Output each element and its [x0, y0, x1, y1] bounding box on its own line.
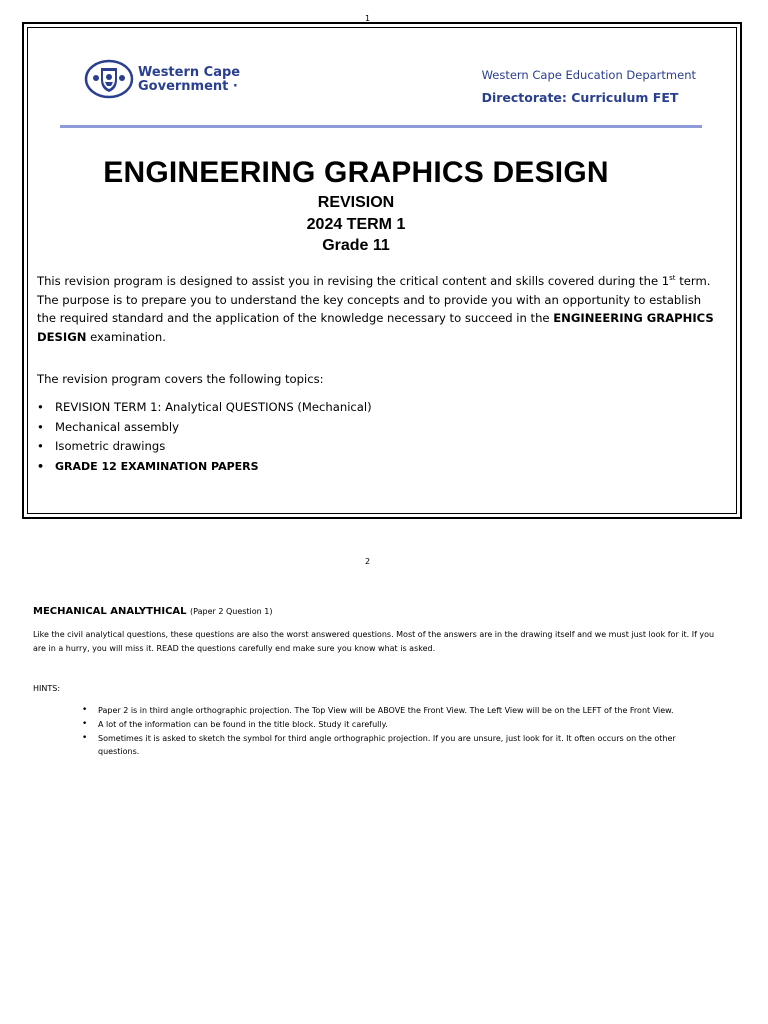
cover-frame [22, 22, 742, 519]
section-heading: MECHANICAL ANALYTHICAL (Paper 2 Question 1) [33, 606, 273, 617]
cover-frame-inner [27, 27, 737, 514]
coat-of-arms-icon [84, 58, 134, 100]
logo-line1: Western Cape [138, 65, 241, 80]
list-item: • GRADE 12 EXAMINATION PAPERS [37, 457, 372, 477]
department-block [482, 68, 696, 105]
department-name: Western Cape Education Department [481, 68, 696, 82]
page-number-1: 1 [365, 14, 371, 23]
list-item: • Sometimes it is asked to sketch the symbol for third angle orthographic projection. If you are unsure, just look for it. It often occurs on the other questions. [80, 732, 700, 760]
hints-label: HINTS: [33, 684, 61, 693]
logo-line2: Government [138, 79, 229, 94]
term-label: 2024 TERM 1 [306, 216, 406, 233]
grade-label: Grade 11 [322, 237, 390, 254]
list-item: • Isometric drawings [37, 437, 372, 457]
header-rule [60, 125, 702, 128]
topics-intro: The revision program covers the following topics: [37, 372, 324, 386]
list-item: • REVISION TERM 1: Analytical QUESTIONS (Mechanical) [37, 398, 372, 418]
page-number-2: 2 [365, 557, 371, 566]
list-item: • Mechanical assembly [37, 418, 372, 438]
directorate-name: Directorate: Curriculum FET [481, 90, 679, 105]
intro-paragraph: This revision program is designed to assist you in revising the critical content and skills covered during the 1st term. The purpose is to prepare you to understand the key concepts and to provide you with an opportunity to establish the required standard and the application of the knowledge necessary to succeed in the ENGINEERING GRAPHICS DESIGN examination. [37, 274, 714, 344]
logo-dot: · [232, 79, 238, 94]
hints-list [80, 704, 700, 759]
document-title: ENGINEERING GRAPHICS DESIGN [103, 156, 609, 189]
subtitle: REVISION [317, 194, 395, 211]
topics-list [37, 398, 372, 476]
logo-wordmark [138, 66, 240, 94]
list-item: • A lot of the information can be found in the title block. Study it carefully. [80, 718, 700, 732]
list-item: • Paper 2 is in third angle orthographic projection. The Top View will be ABOVE the Front View. The Left View will be on the LEFT of the Front View. [80, 704, 700, 718]
section-body: Like the civil analytical questions, these questions are also the worst answered questions. Most of the answers are in the drawing itself and we must just look for it. If you are in a hurry, you will miss it. READ the questions carefully end make sure you know what is asked. [33, 630, 715, 653]
